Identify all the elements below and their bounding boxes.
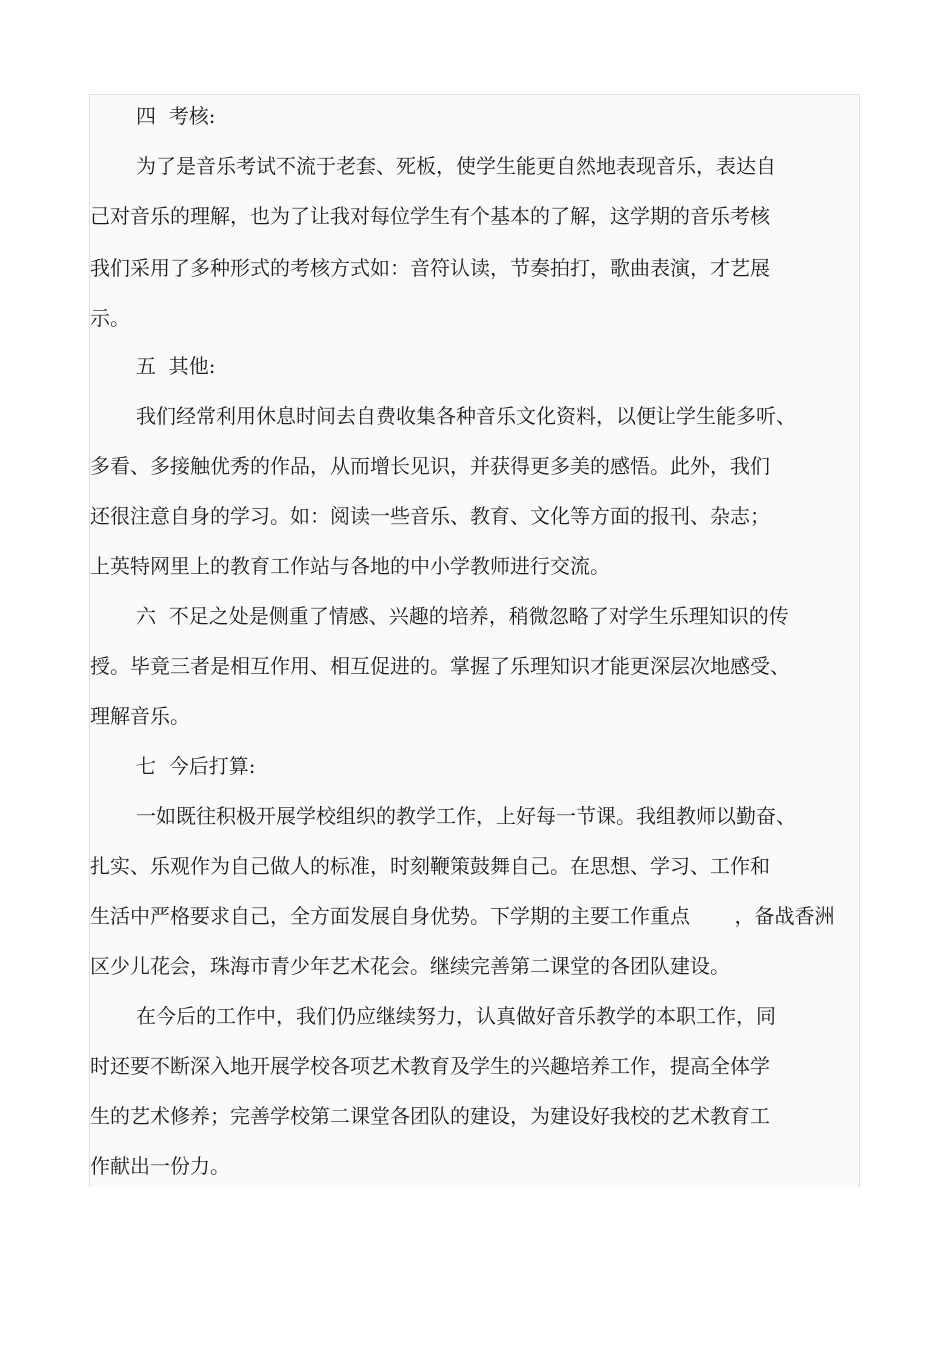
paragraph-line: 多看、多接触优秀的作品，从而增长见识，并获得更多美的感悟。此外，我们 bbox=[90, 454, 770, 478]
paragraph-line: 示。 bbox=[90, 306, 130, 330]
paragraph-line: 上英特网里上的教育工作站与各地的中小学教师进行交流。 bbox=[90, 554, 610, 578]
paragraph-line: 我们经常利用休息时间去自费收集各种音乐文化资料，以便让学生能多听、 bbox=[136, 404, 796, 428]
heading-assessment: 四 考核: bbox=[136, 104, 216, 128]
paragraph-line: 生的艺术修养；完善学校第二课堂各团队的建设，为建设好我校的艺术教育工 bbox=[90, 1104, 770, 1128]
paragraph-line: 生活中严格要求自己，全方面发展自身优势。下学期的主要工作重点 ，备战香洲 bbox=[90, 904, 835, 928]
paragraph-line: 区少儿花会，珠海市青少年艺术花会。继续完善第二课堂的各团队建设。 bbox=[90, 954, 730, 978]
paragraph-line: 扎实、乐观作为自己做人的标准，时刻鞭策鼓舞自己。在思想、学习、工作和 bbox=[90, 854, 770, 878]
paragraph-line: 为了是音乐考试不流于老套、死板，使学生能更自然地表现音乐，表达自 bbox=[136, 154, 776, 178]
paragraph-line: 授。毕竟三者是相互作用、相互促进的。掌握了乐理知识才能更深层次地感受、 bbox=[90, 654, 790, 678]
paragraph-line: 还很注意自身的学习。如：阅读一些音乐、教育、文化等方面的报刊、杂志； bbox=[90, 504, 770, 528]
paragraph-line: 理解音乐。 bbox=[90, 704, 190, 728]
heading-shortcomings: 六 不足之处是侧重了情感、兴趣的培养，稍微忽略了对学生乐理知识的传 bbox=[136, 604, 789, 628]
paragraph-line: 作献出一份力。 bbox=[90, 1154, 230, 1178]
document-page bbox=[89, 94, 860, 1187]
paragraph-line: 己对音乐的理解，也为了让我对每位学生有个基本的了解，这学期的音乐考核 bbox=[90, 204, 770, 228]
heading-other: 五 其他: bbox=[136, 354, 216, 378]
paragraph-line: 在今后的工作中，我们仍应继续努力，认真做好音乐教学的本职工作，同 bbox=[136, 1004, 776, 1028]
paragraph-line: 我们采用了多种形式的考核方式如：音符认读，节奏拍打，歌曲表演，才艺展 bbox=[90, 256, 770, 280]
paragraph-line: 一如既往积极开展学校组织的教学工作，上好每一节课。我组教师以勤奋、 bbox=[136, 804, 796, 828]
paragraph-line: 时还要不断深入地开展学校各项艺术教育及学生的兴趣培养工作，提高全体学 bbox=[90, 1054, 770, 1078]
heading-future-plans: 七 今后打算: bbox=[136, 754, 256, 778]
